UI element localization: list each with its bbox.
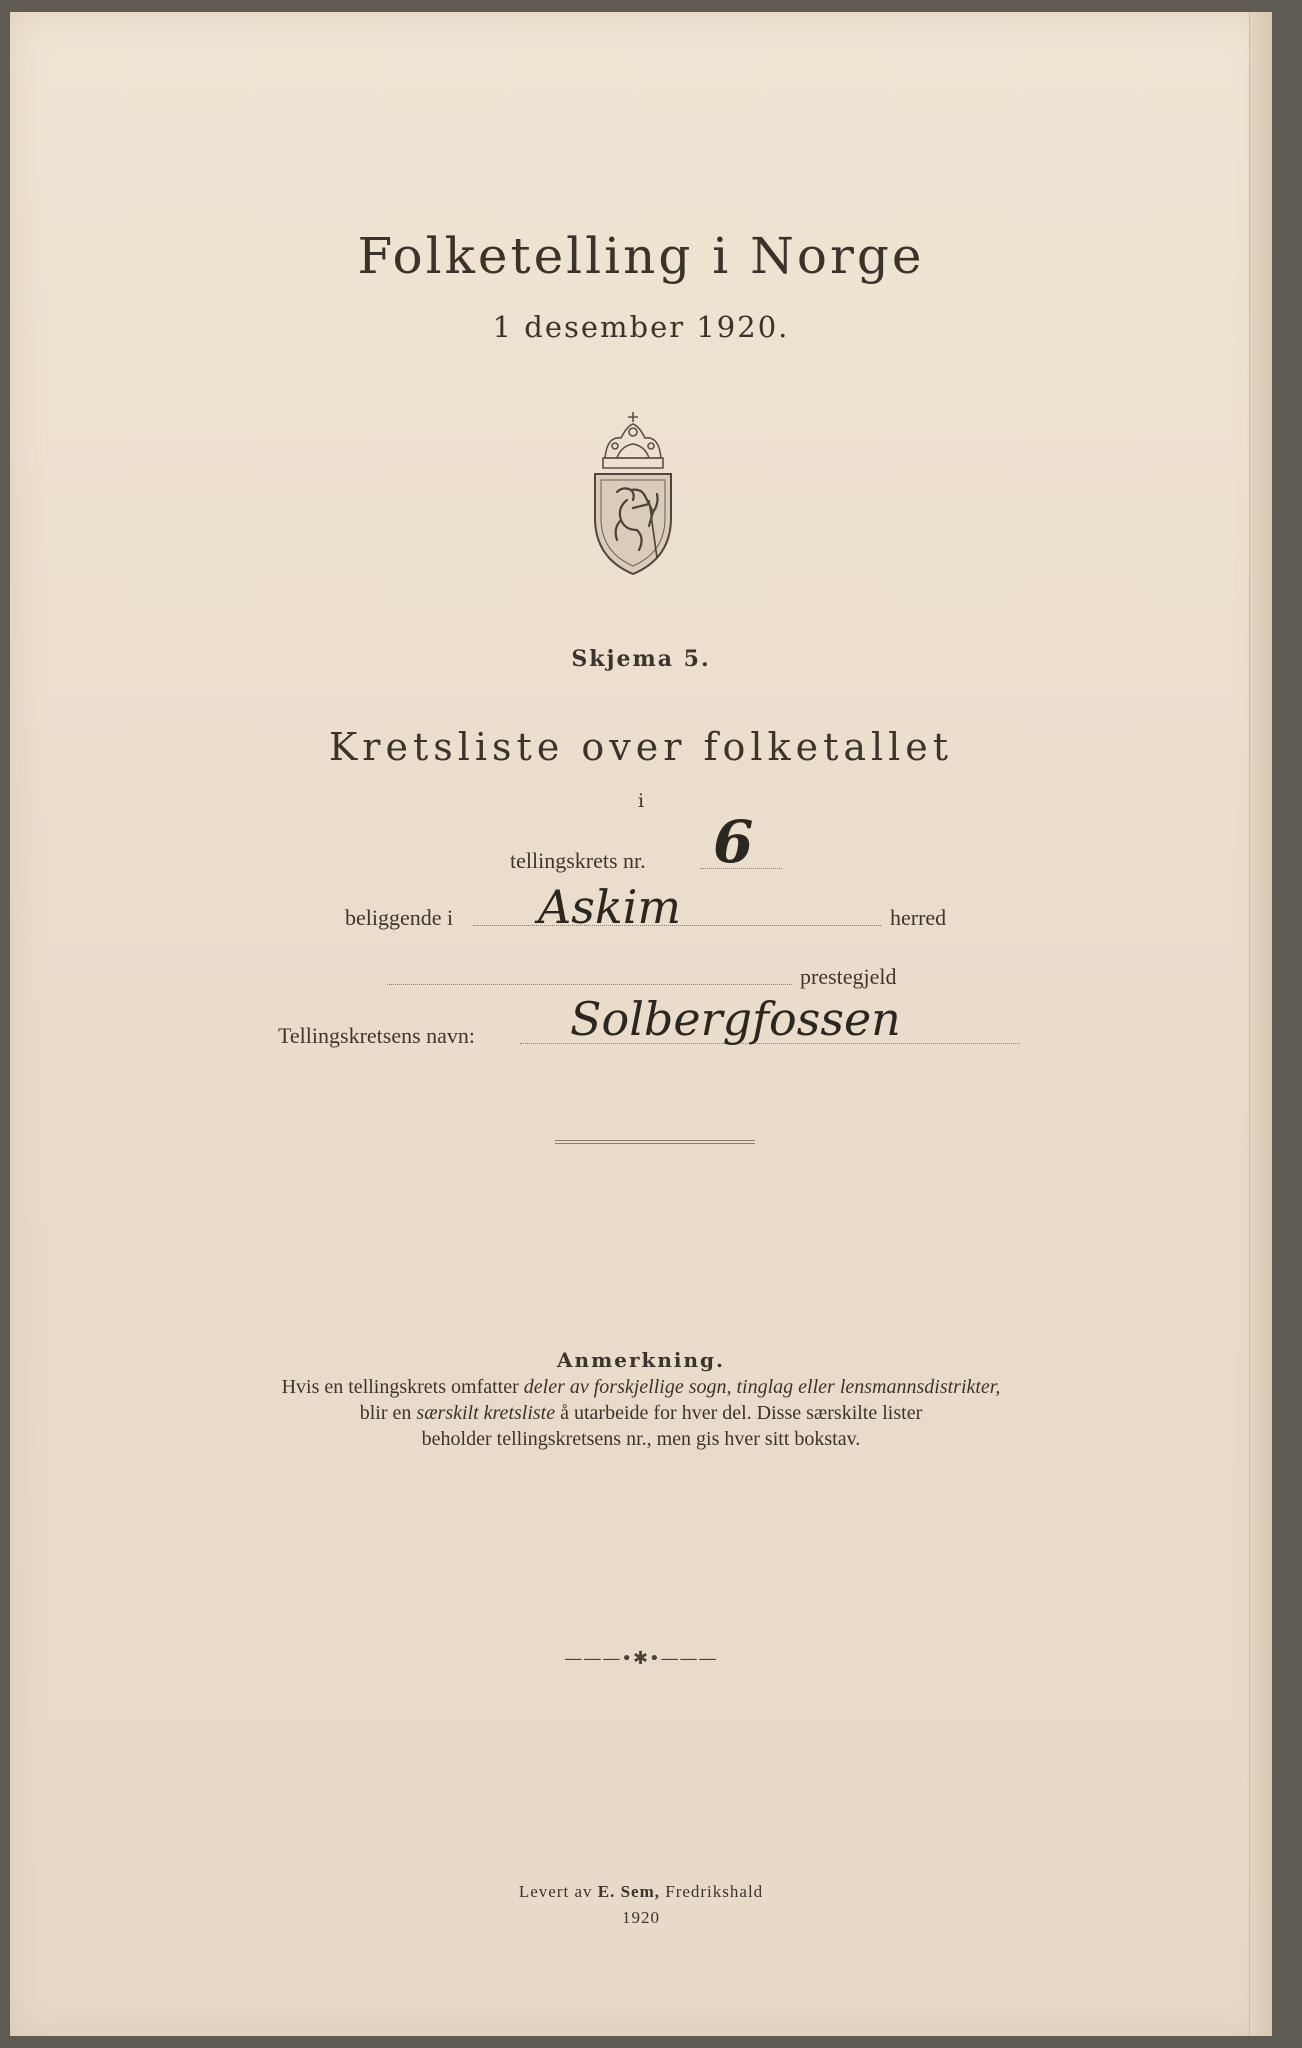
district-name-label: Tellingskretsens navn: (278, 1023, 476, 1048)
census-form-page (10, 12, 1272, 2036)
printer-prefix: Levert av (518, 1882, 598, 1901)
printer-city: Fredrikshald (659, 1882, 764, 1901)
located-value: Askim (538, 880, 682, 934)
printer-name: E. Sem, (597, 1882, 660, 1901)
district-number-value: 6 (713, 808, 754, 876)
prestegjeld-label: prestegjeld (800, 964, 897, 989)
note-line-1 (10, 1376, 1272, 1399)
note-text: å utarbeide for hver del. Disse særskilte lister (555, 1402, 923, 1424)
page-title: Folketelling i Norge (357, 227, 925, 285)
prestegjeld-line (387, 984, 792, 985)
note-line-3: beholder tellingskretsens nr., men gis hver sitt bokstav. (421, 1428, 861, 1450)
note-emphasis: særskilt kretsliste (416, 1402, 556, 1424)
divider-rule (555, 1143, 755, 1144)
note-line-2 (10, 1402, 1272, 1425)
ornament-divider: ———•✱•——— (564, 1648, 718, 1669)
census-date: 1 desember 1920. (492, 310, 790, 344)
district-name-value: Solbergfossen (570, 992, 901, 1046)
printer-year: 1920 (622, 1908, 660, 1927)
located-label: beliggende i (345, 905, 454, 930)
preposition-label: i (637, 790, 645, 812)
divider-rule (555, 1140, 755, 1141)
norwegian-coat-of-arms-icon (587, 408, 679, 578)
district-number-label: tellingskrets nr. (510, 848, 646, 873)
form-heading: Kretsliste over folketallet (328, 725, 954, 769)
note-text: blir en (359, 1402, 417, 1424)
note-emphasis: deler av forskjellige sogn, tinglag eller lensmannsdistrikter, (523, 1376, 1001, 1398)
note-text: Hvis en tellingskrets omfatter (281, 1376, 524, 1398)
schema-number: Skjema 5. (571, 646, 711, 672)
printer-credit (10, 1882, 1272, 1902)
herred-label: herred (890, 905, 947, 930)
note-heading: Anmerkning. (557, 1348, 725, 1372)
